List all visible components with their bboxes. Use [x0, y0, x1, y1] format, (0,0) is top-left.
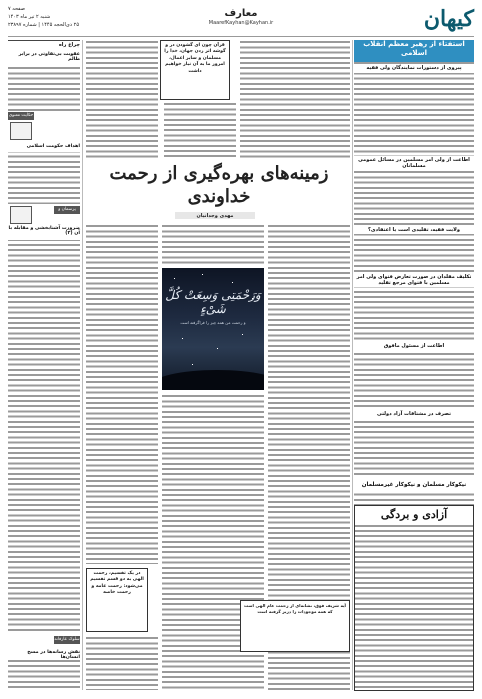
article-box: [354, 505, 474, 691]
article-headline: نیکوکار مسلمان و نیکوکار غیرمسلمان: [361, 482, 467, 488]
article-text: [240, 40, 350, 160]
sidebar-title: ضرورت آشنابخشی و مقابله با آن (۲): [8, 226, 80, 236]
page-header: [8, 6, 474, 37]
sidebar-title: اهداف حکومت اسلامی: [26, 144, 80, 149]
qa-question: تصرف در مشتاقات آزاد دولتی: [377, 411, 451, 417]
sidebar-tag: پرسمان و پاسخ: [54, 206, 80, 214]
article-text: [86, 636, 158, 690]
qa-heading: پیروی از دستورات نمایندگان ولی فقیه: [366, 65, 462, 71]
qa-question: اطاعت از ولی امر مسلمین در مسائل عمومی مسلمانان: [358, 157, 470, 169]
verse-translation: و رحمت من همه چیز را فراگرفته است: [180, 320, 246, 325]
horizon-silhouette: [162, 370, 264, 390]
article-title: زمینه‌های بهره‌گیری از رحمت خداوندی: [109, 163, 329, 207]
column-divider: [352, 40, 353, 690]
issue-date: شنبه ۲ تیر ماه ۱۴۰۳: [8, 14, 51, 20]
illustration-icon: [10, 122, 32, 140]
verse-box: آیه شریف فوق، نشانه‌ای از رحمت عام الهی است که همه موجودات را دربر گرفته است: [240, 600, 350, 652]
pen-icon: [10, 206, 32, 224]
kayhan-logo: کیهان: [423, 6, 474, 32]
qa-question: اطاعت از مسئول مافوق: [383, 343, 445, 349]
pull-quote: قرآن چون ای گشودن در و گوشه اثر زدن جهان، خدا را مسلمان و سایر اعمال، امروز ما به آن نیاز خواهیم داشت: [160, 40, 230, 100]
qa-question: ولایت فقیه، تقلیدی است یا اعتقادی؟: [368, 227, 460, 233]
night-sky-image: [162, 268, 264, 390]
page-number: صفحه ۷: [8, 6, 25, 12]
section-title: معارف: [224, 8, 258, 19]
section-email: MaarefKayhan@Kayhan.ir: [208, 20, 274, 26]
sidebar-tag: حکایت معنوی: [8, 113, 34, 118]
pull-quote: در یک تقسیم، رحمت الهی به دو قسم تقسیم می‌شود: رحمت عامه و رحمت خاصه: [86, 568, 148, 632]
sidebar-heading: چراغ راه: [8, 40, 80, 49]
article-text: [162, 224, 264, 264]
sidebar-tag: سلوک عارفانه: [54, 637, 80, 642]
sidebar-title: نقش رسانه‌ها در مسخ انسان‌ها: [27, 650, 80, 660]
article-text: [86, 40, 158, 160]
article-headline: آزادی و بردگی: [380, 508, 448, 521]
column-divider: [82, 40, 83, 690]
calligraphy-verse: وَرَحْمَتِی وَسِعَتْ کُلَّ شَیْءٍ: [165, 288, 261, 316]
article-author: مهدی وجدانیان: [196, 213, 234, 219]
qa-box-title: استفتاء از رهبر معظم انقلاب اسلامی: [354, 40, 474, 62]
qa-question: تکلیف مقلدان در صورت تعارض فتوای ولی امر مسلمین با فتوای مرجع تقلید: [356, 274, 472, 286]
sidebar-title: عقوبت بی‌تفاوتی در برابر ظالم: [18, 52, 80, 62]
article-text: [86, 224, 158, 564]
issue-number: ۲۵ ذی‌الحجه ۱۴۴۵ | شماره ۲۳۸۹۷: [8, 22, 80, 28]
